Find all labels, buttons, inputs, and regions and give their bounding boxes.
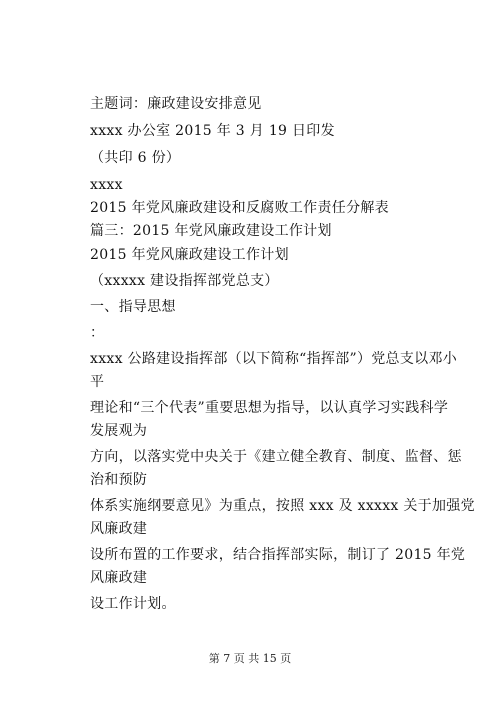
subject-line: 主题词：廉政建设安排意见 <box>90 96 262 112</box>
paragraph-line: 设工作计划。 <box>90 596 176 612</box>
section-heading: 篇三：2015 年党风廉政建设工作计划 <box>90 223 332 239</box>
paragraph-line: 方向，以落实党中央关于《建立健全教育、制度、监督、惩 <box>90 449 462 465</box>
copies-line: （共印 6 份） <box>90 150 181 166</box>
table-title-line: 2015 年党风廉政建设和反腐败工作责任分解表 <box>90 200 389 216</box>
paragraph-line: xxxx 公路建设指挥部（以下简称“指挥部”）党总支以邓小 <box>90 351 458 367</box>
paragraph-line: 平 <box>90 374 105 390</box>
paragraph-line: 体系实施纲要意见》为重点，按照 xxx 及 xxxxx 关于加强党 <box>90 498 475 514</box>
guiding-ideology-heading: 一、指导思想 <box>90 299 176 315</box>
text-line: xxxx <box>90 177 123 193</box>
paragraph-line: 理论和“三个代表”重要思想为指导，以认真学习实践科学 <box>90 400 449 416</box>
paragraph-line: 设所布置的工作要求，结合指挥部实际，制订了 2015 年党 <box>90 547 466 563</box>
issued-by-line: xxxx 办公室 2015 年 3 月 19 日印发 <box>90 123 335 139</box>
page-number-footer: 第 7 页 共 15 页 <box>208 652 292 665</box>
paragraph-line: 风廉政建 <box>90 570 148 586</box>
colon-line: ： <box>90 325 105 341</box>
paragraph-line: 风廉政建 <box>90 521 148 537</box>
paragraph-line: 治和预防 <box>90 472 148 488</box>
paragraph-line: 发展观为 <box>90 423 148 439</box>
plan-subtitle: （xxxxx 建设指挥部党总支） <box>90 273 279 289</box>
plan-title: 2015 年党风廉政建设工作计划 <box>90 247 289 263</box>
